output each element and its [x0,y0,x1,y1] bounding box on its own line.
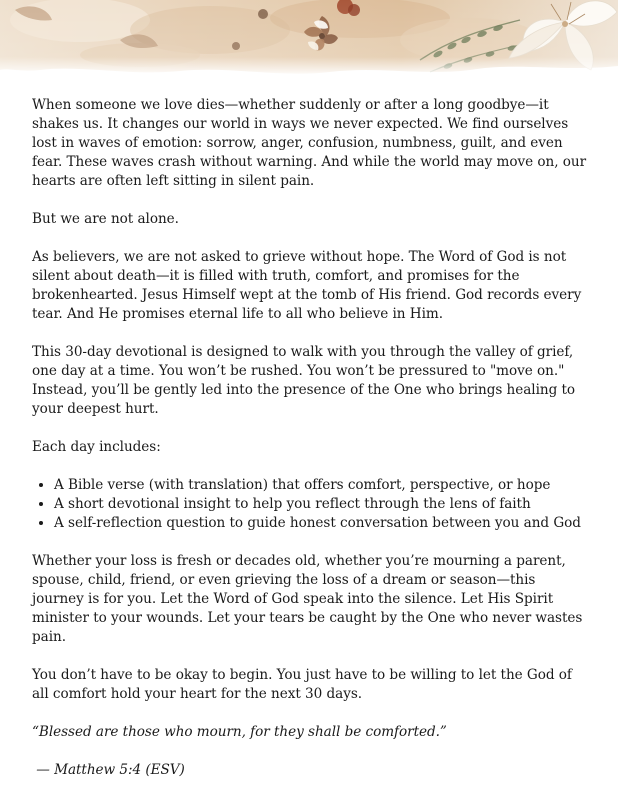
begin-paragraph: You don’t have to be okay to begin. You just have to be willing to let the God of all comfort hold your heart for the next 30 days. [32,667,572,702]
includes-list [32,476,588,533]
not-alone-paragraph: But we are not alone. [32,211,179,227]
list-item: • A Bible verse (with translation) that offers comfort, perspective, or hope [54,476,588,495]
believers-paragraph: As believers, we are not asked to grieve without hope. The Word of God is not silent about death—it is filled with truth, comfort, and promises for the brokenhearted. Jesus Himself wept at the tomb of His friend. God records every tear. And He promises eternal life to all who believe in Him. [32,249,582,322]
scripture-quote: “Blessed are those who mourn, for they shall be comforted.” [32,724,447,740]
intro-paragraph: When someone we love dies—whether suddenly or after a long goodbye—it shakes us. It changes our world in ways we never expected. We find ourselves lost in waves of emotion: sorrow, anger, confusion, numbness, guilt, and even fear. These waves crash without warning. And while the world may move on, our hearts are often left sitting in silent pain. [32,97,587,189]
document-body [32,96,588,799]
watercolor-floral-banner [0,0,618,76]
devotional-paragraph: This 30-day devotional is designed to walk with you through the valley of grief, one day at a time. You won’t be rushed. You won’t be pressured to "move on." Instead, you’ll be gently led into the presence of the One who brings healing to your deepest hurt. [32,344,576,417]
scripture-citation: — Matthew 5:4 (ESV) [32,762,185,778]
each-day-paragraph: Each day includes: [32,439,161,455]
floral-illustration [0,0,618,76]
list-item: • A short devotional insight to help you reflect through the lens of faith [54,495,588,514]
whether-paragraph: Whether your loss is fresh or decades old, whether you’re mourning a parent, spouse, child, friend, or even grieving the loss of a dream or season—this journey is for you. Let the Word of God speak into the silence. Let His Spirit minister to your wounds. Let your tears be caught by the One who never wastes pain. [32,553,583,645]
list-item: • A self-reflection question to guide honest conversation between you and God [54,514,588,533]
